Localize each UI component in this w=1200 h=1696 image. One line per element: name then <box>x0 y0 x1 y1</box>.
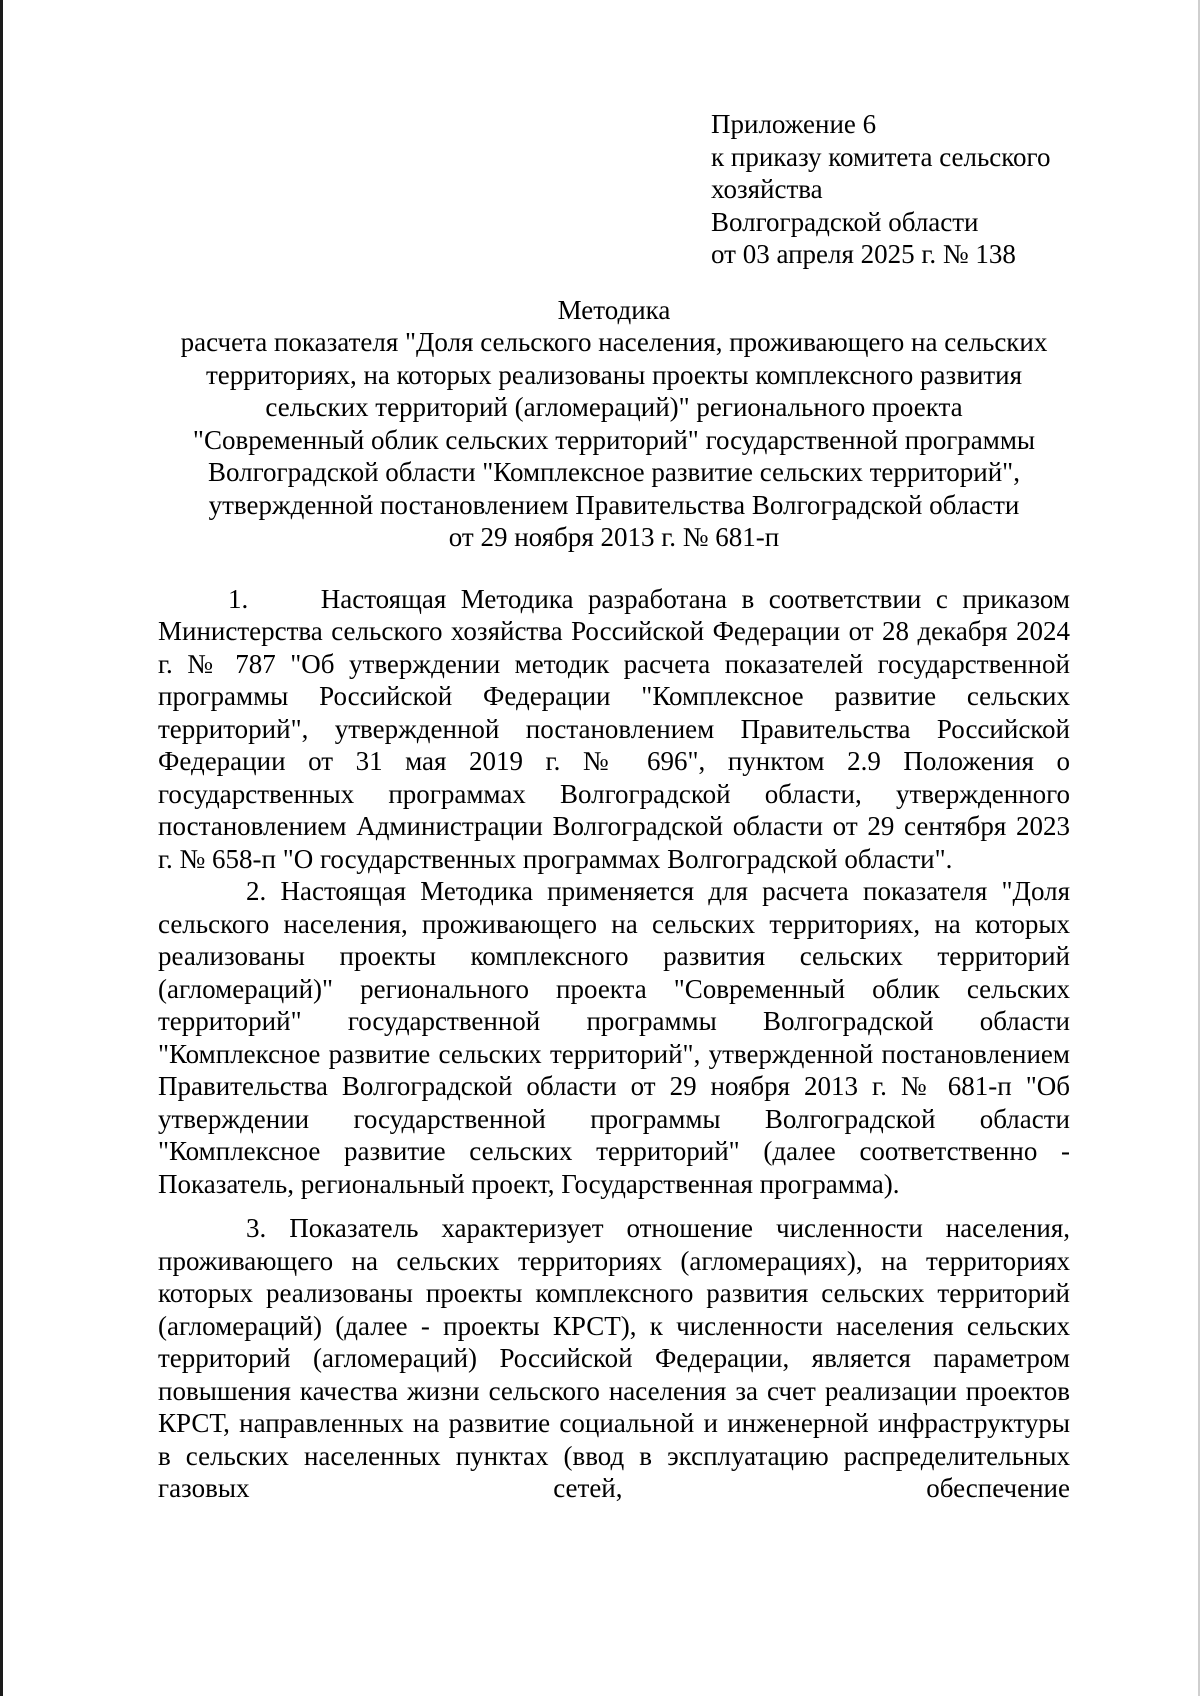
paragraph-2: 2. Настоящая Методика применяется для расчета показателя "Доля сельского населения, проживающего на сельских территориях, на которых реализованы проекты комплексного развития сельских территорий (агломераций)" регионального проекта "Современный облик сельских территорий" государственной программы Волгоградской области "Комплексное развитие сельских территорий", утвержденной постановлением Правительства Волгоградской области от 29 ноября 2013 г. № 681-п "Об утверждении государственной программы Волгоградской области "Комплексное развитие сельских территорий" (далее соответственно - Показатель, региональный проект, Государственная программа). <box>158 876 1070 1199</box>
title-line-7: от 29 ноября 2013 г. № 681-п <box>448 522 780 552</box>
title-line-3: сельских территорий (агломераций)" регионального проекта <box>265 392 963 422</box>
title-line-2: территориях, на которых реализованы проекты комплексного развития <box>205 359 1023 390</box>
title-line-4: "Современный облик сельских территорий" государственной программы <box>192 424 1036 455</box>
title-line-1: расчета показателя "Доля сельского населения, проживающего на сельских <box>180 327 1048 357</box>
appendix-line-3: хозяйства <box>711 174 823 204</box>
title-line-6: утвержденной постановлением Правительства Волгоградской области <box>208 489 1020 520</box>
title-line-5: Волгоградской области "Комплексное развитие сельских территорий", <box>208 457 1020 487</box>
appendix-line-2: к приказу комитета сельского <box>711 141 1051 172</box>
appendix-line-1: Приложение 6 <box>711 109 877 139</box>
title-heading: Методика <box>557 294 671 325</box>
document-page <box>158 108 1070 1505</box>
scan-edge-left <box>0 0 3 1696</box>
appendix-line-4: Волгоградской области <box>711 206 979 237</box>
appendix-line-5: от 03 апреля 2025 г. № 138 <box>711 239 1016 269</box>
paragraph-3: 3. Показатель характеризует отношение численности населения, проживающего на сельских территориях (агломерациях), на территориях которых реализованы проекты комплексного развития сельских территорий (агломераций) (далее - проекты КРСТ), к численности населения сельских территорий (агломераций) Российской Федерации, является параметром повышения качества жизни сельского населения за счет реализации проектов КРСТ, направленных на развитие социальной и инженерной инфраструктуры в сельских населенных пунктах (ввод в эксплуатацию распределительных газовых сетей, обеспечение <box>158 1213 1070 1503</box>
appendix-block <box>711 108 1071 271</box>
document-title <box>158 294 1070 554</box>
paragraph-1: 1. Настоящая Методика разработана в соответствии с приказом Министерства сельского хозяйства Российской Федерации от 28 декабря 2024 г. № 787 "Об утверждении методик расчета показателей государственной программы Российской Федерации "Комплексное развитие сельских территорий", утвержденной постановлением Правительства Российской Федерации от 31 мая 2019 г. № 696", пунктом 2.9 Положения о государственных программах Волгоградской области, утвержденного постановлением Администрации Волгоградской области от 29 сентября 2023 г. № 658-п "О государственных программах Волгоградской области". <box>158 583 1070 874</box>
document-body <box>158 583 1070 1505</box>
